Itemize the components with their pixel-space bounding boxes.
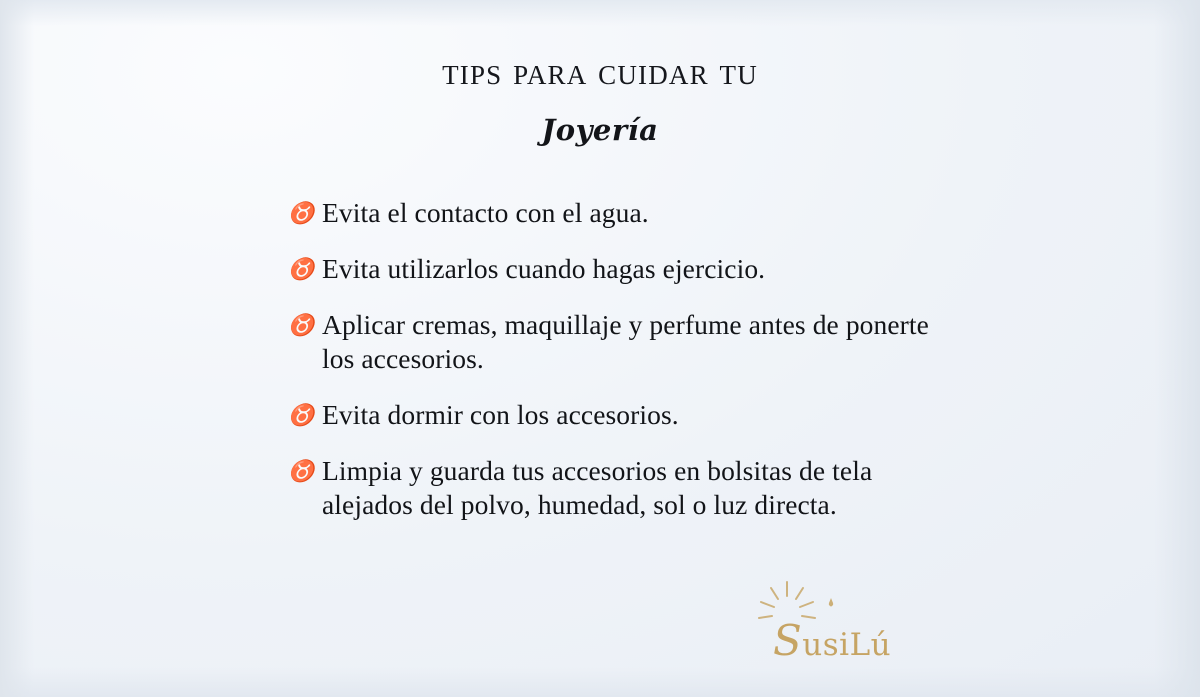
- list-item: [288, 308, 968, 376]
- list-item: [288, 252, 968, 286]
- tip-text: Limpia y guarda tus accesorios en bolsitas de tela alejados del polvo, humedad, sol o luz directa.: [322, 455, 873, 520]
- paper-edge-bottom: [0, 667, 1200, 697]
- list-item: [288, 454, 968, 522]
- card-title: tips para cuidar tu: [442, 51, 758, 93]
- leaf-bullet-icon: ♉: [288, 313, 315, 337]
- brand-name-rest: usiLú: [802, 627, 892, 663]
- leaf-bullet-icon: ♉: [288, 257, 315, 281]
- brand-initial: S: [773, 616, 803, 665]
- tip-text: Aplicar cremas, maquillaje y perfume antes de ponerte los accesorios.: [322, 309, 929, 374]
- tip-text: Evita utilizarlos cuando hagas ejercicio.: [322, 253, 766, 284]
- paper-edge-top: [0, 0, 1200, 26]
- paper-edge-left: [0, 0, 34, 697]
- brand-logo: [745, 580, 925, 670]
- tip-text: Evita el contacto con el agua.: [322, 197, 649, 228]
- tip-text: Evita dormir con los accesorios.: [322, 399, 679, 430]
- brand-name: [773, 616, 891, 665]
- list-item: [288, 196, 968, 230]
- leaf-bullet-icon: ♉: [288, 459, 315, 483]
- leaf-bullet-icon: ♉: [288, 403, 315, 427]
- tips-list: [288, 196, 968, 544]
- paper-edge-right: [1154, 0, 1200, 697]
- card-subtitle: Joyería: [541, 113, 659, 147]
- leaf-bullet-icon: ♉: [288, 201, 315, 225]
- list-item: [288, 398, 968, 432]
